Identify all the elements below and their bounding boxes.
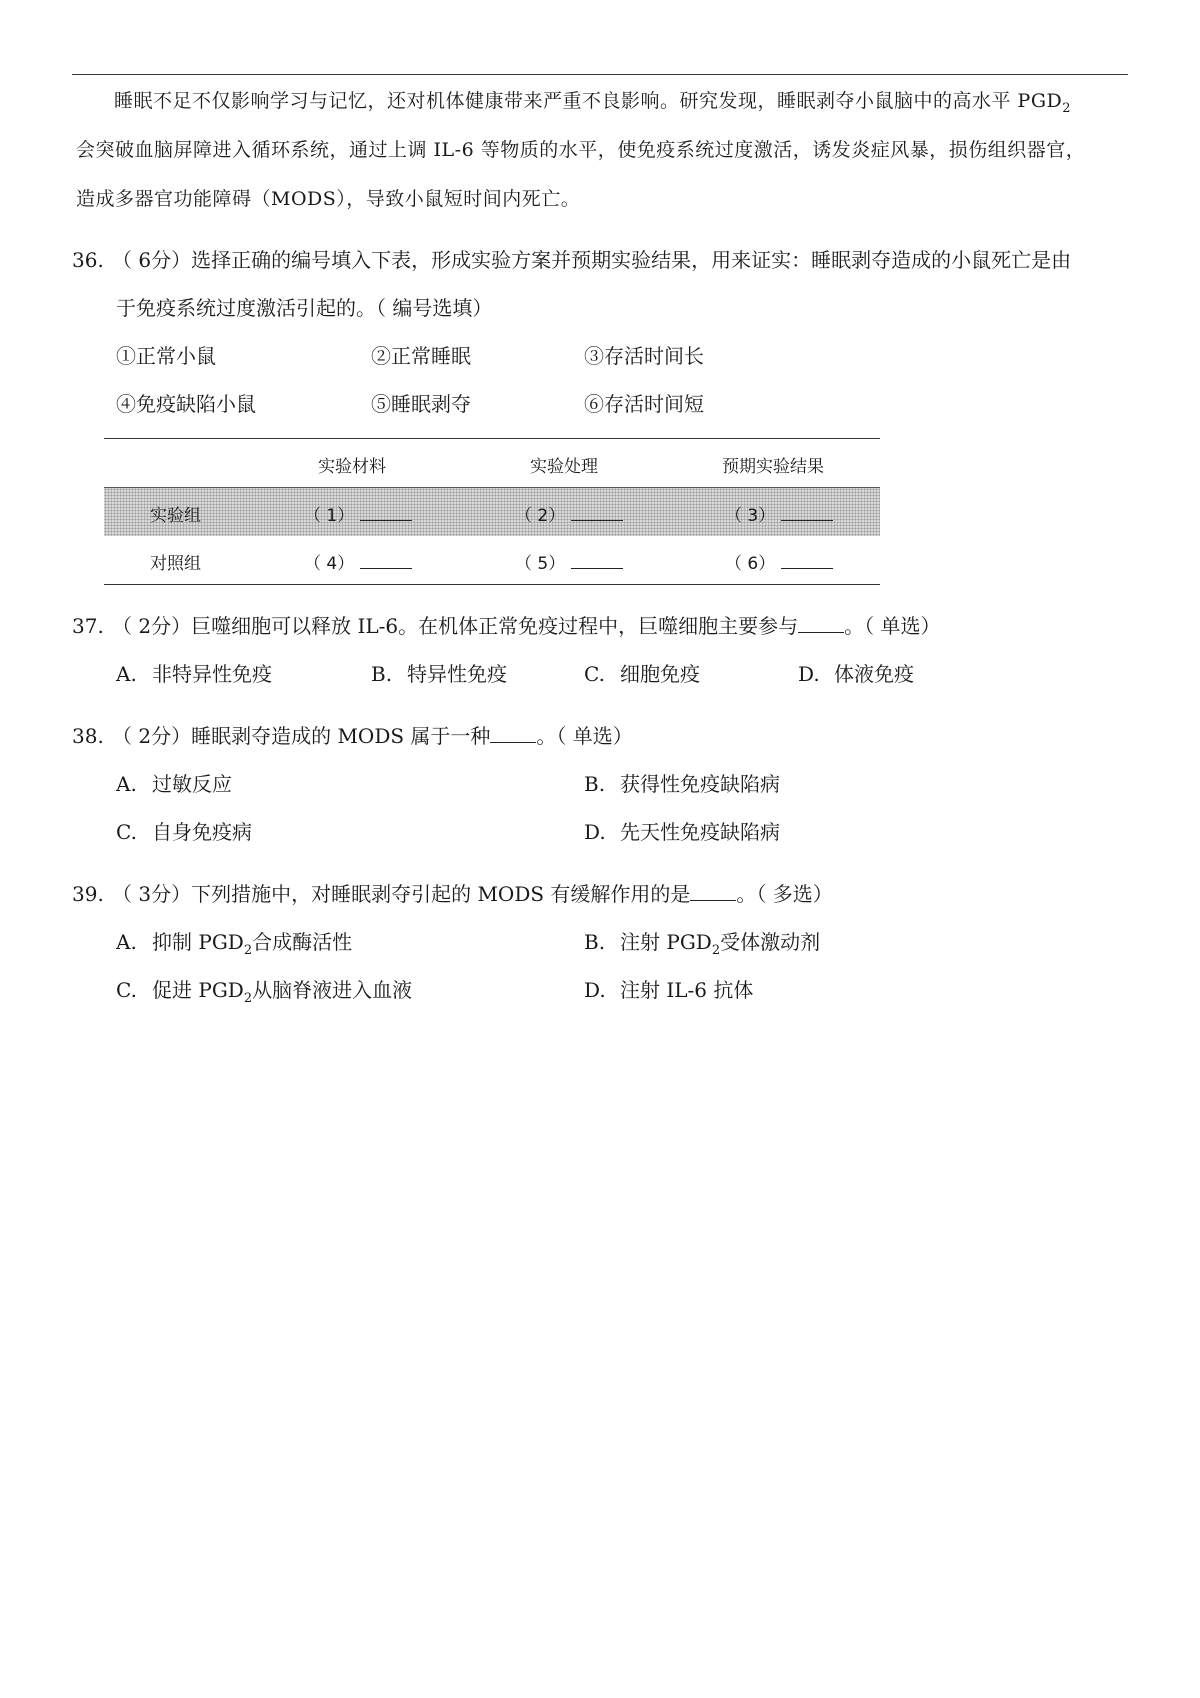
q39-option-d[interactable]: D. 注射 IL-6 抗体 xyxy=(584,978,754,1002)
question-36-line-2: 于免疫系统过度激活引起的。（ 编号选填） xyxy=(116,296,493,320)
q37-option-b[interactable]: B. 特异性免疫 xyxy=(371,662,507,686)
q37-option-a[interactable]: A. 非特异性免疫 xyxy=(116,662,272,686)
q39-option-a[interactable]: A. 抑制 $PGD_2$合成酶活性 xyxy=(116,930,353,958)
blank-1[interactable]: （ 1） xyxy=(304,501,412,526)
answer-blank-39[interactable] xyxy=(690,884,736,901)
q38-option-d[interactable]: D. 先天性免疫缺陷病 xyxy=(584,820,780,844)
blank-4[interactable]: （ 4） xyxy=(304,549,412,574)
table-header-result: 预期实验结果 xyxy=(722,457,824,477)
q36-choices-row-2 xyxy=(116,380,916,428)
table-top-rule xyxy=(104,438,880,439)
choice-1: ①正常小鼠 xyxy=(116,344,216,368)
passage-line-1: 睡眠不足不仅影响学习与记忆，还对机体健康带来严重不良影响。研究发现，睡眠剥夺小鼠脑中的高水平 $PGD_2$ xyxy=(114,90,1072,116)
choice-3: ③存活时间长 xyxy=(584,344,704,368)
q38-option-b[interactable]: B. 获得性免疫缺陷病 xyxy=(584,772,780,796)
table-header-material: 实验材料 xyxy=(318,457,386,477)
q38-options-row-1 xyxy=(116,760,976,808)
q39-option-b[interactable]: B. 注射 $PGD_2$受体激动剂 xyxy=(584,930,821,958)
q39-options-row-2 xyxy=(116,966,976,1014)
q38-options-row-2 xyxy=(116,808,976,856)
passage-line-3: 造成多器官功能障碍（MODS），导致小鼠短时间内死亡。 xyxy=(76,188,581,210)
q39-options-row-1 xyxy=(116,918,976,966)
passage-line-2: 会突破血脑屏障进入循环系统，通过上调 IL-6 等物质的水平，使免疫系统过度激活，诱发炎症风暴，损伤组织器官， xyxy=(76,139,1086,161)
q38-option-c[interactable]: C. 自身免疫病 xyxy=(116,820,252,844)
question-36: 36. （ 6分）选择正确的编号填入下表，形成实验方案并预期实验结果，用来证实：睡眠剥夺造成的小鼠死亡是由 xyxy=(72,248,1072,272)
choice-5: ⑤睡眠剥夺 xyxy=(371,392,471,416)
q39-option-c[interactable]: C. 促进 $PGD_2$从脑脊液进入血液 xyxy=(116,978,413,1006)
row-label-experimental: 实验组 xyxy=(150,506,201,526)
question-37: 37. （ 2分）巨噬细胞可以释放 IL-6。在机体正常免疫过程中，巨噬细胞主要参与 。（ 单选） xyxy=(72,614,941,638)
choice-4: ④免疫缺陷小鼠 xyxy=(116,392,256,416)
answer-blank-37[interactable] xyxy=(798,616,844,633)
page-top-rule xyxy=(72,74,1128,75)
question-39: 39. （ 3分）下列措施中，对睡眠剥夺引起的 MODS 有缓解作用的是 。（ 多选） xyxy=(72,882,833,906)
blank-2[interactable]: （ 2） xyxy=(515,501,623,526)
row-label-control: 对照组 xyxy=(150,554,201,574)
blank-3[interactable]: （ 3） xyxy=(725,501,833,526)
q37-options xyxy=(116,650,976,698)
table-header-treatment: 实验处理 xyxy=(530,457,598,477)
choice-6: ⑥存活时间短 xyxy=(584,392,704,416)
q37-option-c[interactable]: C. 细胞免疫 xyxy=(584,662,700,686)
blank-5[interactable]: （ 5） xyxy=(515,549,623,574)
answer-blank-38[interactable] xyxy=(490,726,536,743)
blank-6[interactable]: （ 6） xyxy=(725,549,833,574)
choice-2: ②正常睡眠 xyxy=(371,344,471,368)
table-bottom-rule xyxy=(104,584,880,585)
q38-option-a[interactable]: A. 过敏反应 xyxy=(116,772,232,796)
question-38: 38. （ 2分）睡眠剥夺造成的 MODS 属于一种 。（ 单选） xyxy=(72,724,633,748)
q36-choices-row-1 xyxy=(116,332,916,380)
q37-option-d[interactable]: D. 体液免疫 xyxy=(798,662,914,686)
